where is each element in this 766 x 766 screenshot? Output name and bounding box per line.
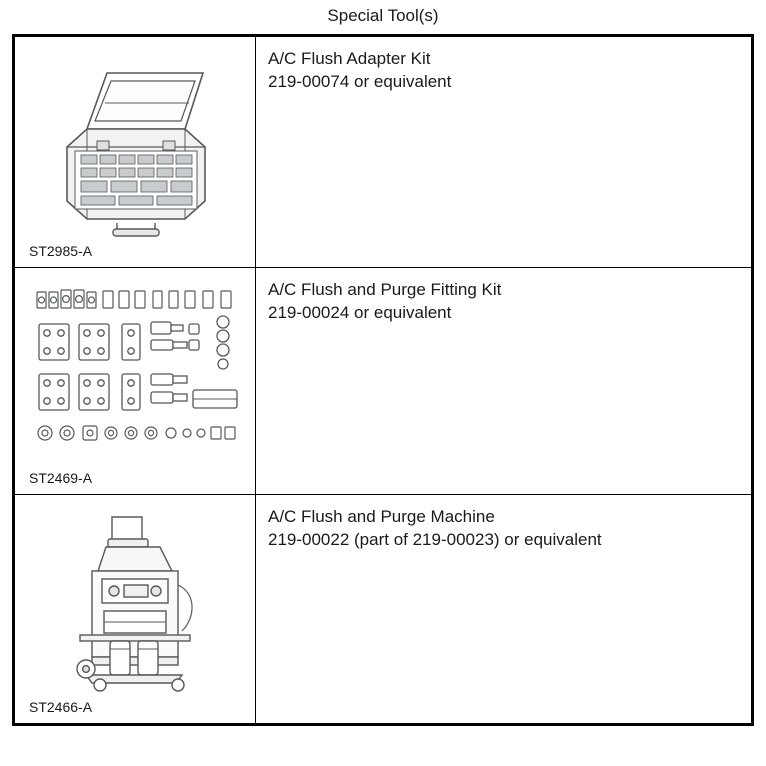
tool-name: A/C Flush and Purge Machine — [268, 507, 495, 526]
ac-flush-adapter-kit-case-icon — [45, 51, 225, 241]
tool-image-cell — [14, 495, 256, 725]
tool-image-cell — [14, 268, 256, 495]
tool-description-cell — [256, 268, 753, 495]
tool-code: ST2985-A — [29, 243, 93, 259]
tool-illustration-wrapper — [15, 37, 255, 267]
tool-part-number: 219-00024 or equivalent — [268, 303, 452, 322]
tool-name: A/C Flush and Purge Fitting Kit — [268, 280, 502, 299]
tool-name: A/C Flush Adapter Kit — [268, 49, 431, 68]
ac-flush-and-purge-fitting-kit-icon — [27, 278, 243, 468]
tool-description-cell — [256, 495, 753, 725]
tool-part-number: 219-00074 or equivalent — [268, 72, 452, 91]
tool-code: ST2466-A — [29, 699, 93, 715]
tool-illustration-wrapper — [15, 495, 255, 723]
ac-flush-and-purge-machine-icon — [50, 507, 220, 697]
page-title: Special Tool(s) — [327, 6, 439, 25]
tool-part-number: 219-00022 (part of 219-00023) or equivalent — [268, 530, 602, 549]
tool-illustration-wrapper — [15, 268, 255, 494]
tool-code: ST2469-A — [29, 470, 93, 486]
table-row — [14, 36, 753, 268]
table-row — [14, 268, 753, 495]
tool-image-cell — [14, 36, 256, 268]
table-row — [14, 495, 753, 725]
tool-description-cell — [256, 36, 753, 268]
special-tools-table — [12, 34, 754, 726]
